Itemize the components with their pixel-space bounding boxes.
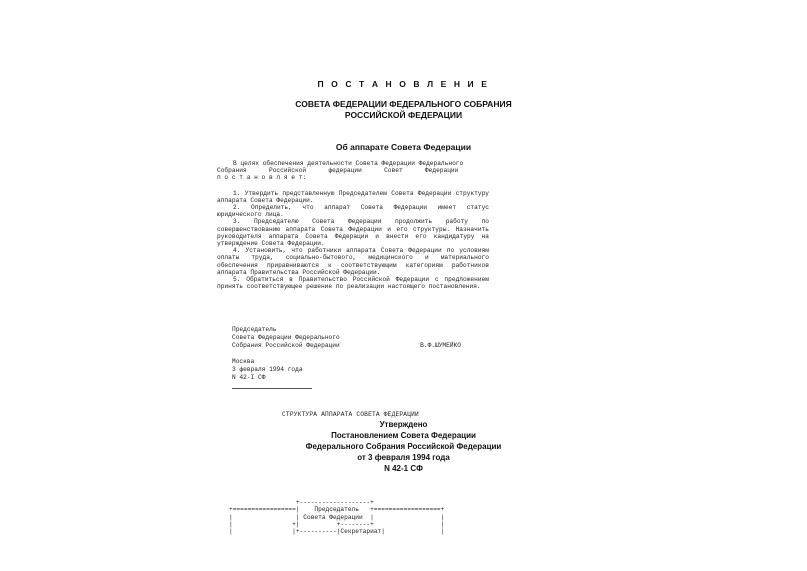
document-subject: Об аппарате Совета Федерации [335,142,472,152]
signing-date: 3 февраля 1994 года [232,366,303,373]
document-body [217,160,489,290]
org-chart-row: | +| +--------+ | [229,520,445,528]
preamble-line-1: В целях обеспечения деятельности Совета Федерации Федерального [233,160,464,167]
approved-by-assembly: Федерального Собрания Российской Федерации [305,442,502,451]
approved-by-resolution: Постановлением Совета Федерации [331,431,476,440]
item-2: 2. Определить, что аппарат Совета Федерации имеет статус юридического лица. [217,204,489,219]
approved-label: Утверждено [379,420,428,429]
signing-place: Москва [232,358,255,365]
item-3: 3. Председателю Совета Федерации продолжить работу по совершенствованию аппарата Совета Федерации и его структуры. Назначить руководителя аппарата Совета Федерации и внести его кандидатуру на утверждение Совета Федерации. [217,218,489,248]
issuer-line-2: РОССИЙСКОЙ ФЕДЕРАЦИИ [344,110,463,120]
item-5: 5. Обратиться в Правительство Российской Федерации с предложением принять соответствующее решение по реализации настоящего постановления. [217,276,489,291]
document-number: N 42-I СФ [232,374,266,381]
divider-line [232,388,312,389]
item-4: 4. Установить, что работники аппарата Совета Федерации по условиям оплаты труда, социально-бытового, медицинского и материального обеспечения приравниваются к соответствующим категориям работников аппарата Правительства Российской Федерации. [217,247,489,276]
approved-date: от 3 февраля 1994 года [357,453,450,462]
signatory-name: В.Ф.ШУМЕЙКО [420,342,461,349]
issuer-line-1: СОВЕТА ФЕДЕРАЦИИ ФЕДЕРАЛЬНОГО СОБРАНИЯ [295,99,512,109]
org-chart-row: +=================| Председатель +==================+ [229,506,445,514]
document-title: П О С Т А Н О В Л Е Н И Е [317,79,490,89]
preamble-line-3: п о с т а н о в л я е т: [217,174,307,182]
org-chart-row: +-------------------+ [229,499,374,507]
structure-title: СТРУКТУРА АППАРАТА СОВЕТА ФЕДЕРАЦИИ [282,411,419,418]
org-chart-row: | | Совета Федерации | | [229,513,445,521]
item-1: 1. Утвердить представленную Председателем Совета Федерации структуру аппарата Совета Федерации. [217,189,489,204]
signatory-position-3: Собрания Российской Федерации [232,342,340,349]
signatory-position-1: Председатель [232,326,277,333]
org-chart [229,492,444,542]
preamble-line-2: Собрания Российской федерации Совет Федерации [217,167,459,175]
signatory-position-2: Совета Федерации Федерального [232,334,340,341]
approved-number: N 42-1 СФ [384,464,423,473]
org-chart-row: | |+----------|Секретариат| | [229,528,445,536]
